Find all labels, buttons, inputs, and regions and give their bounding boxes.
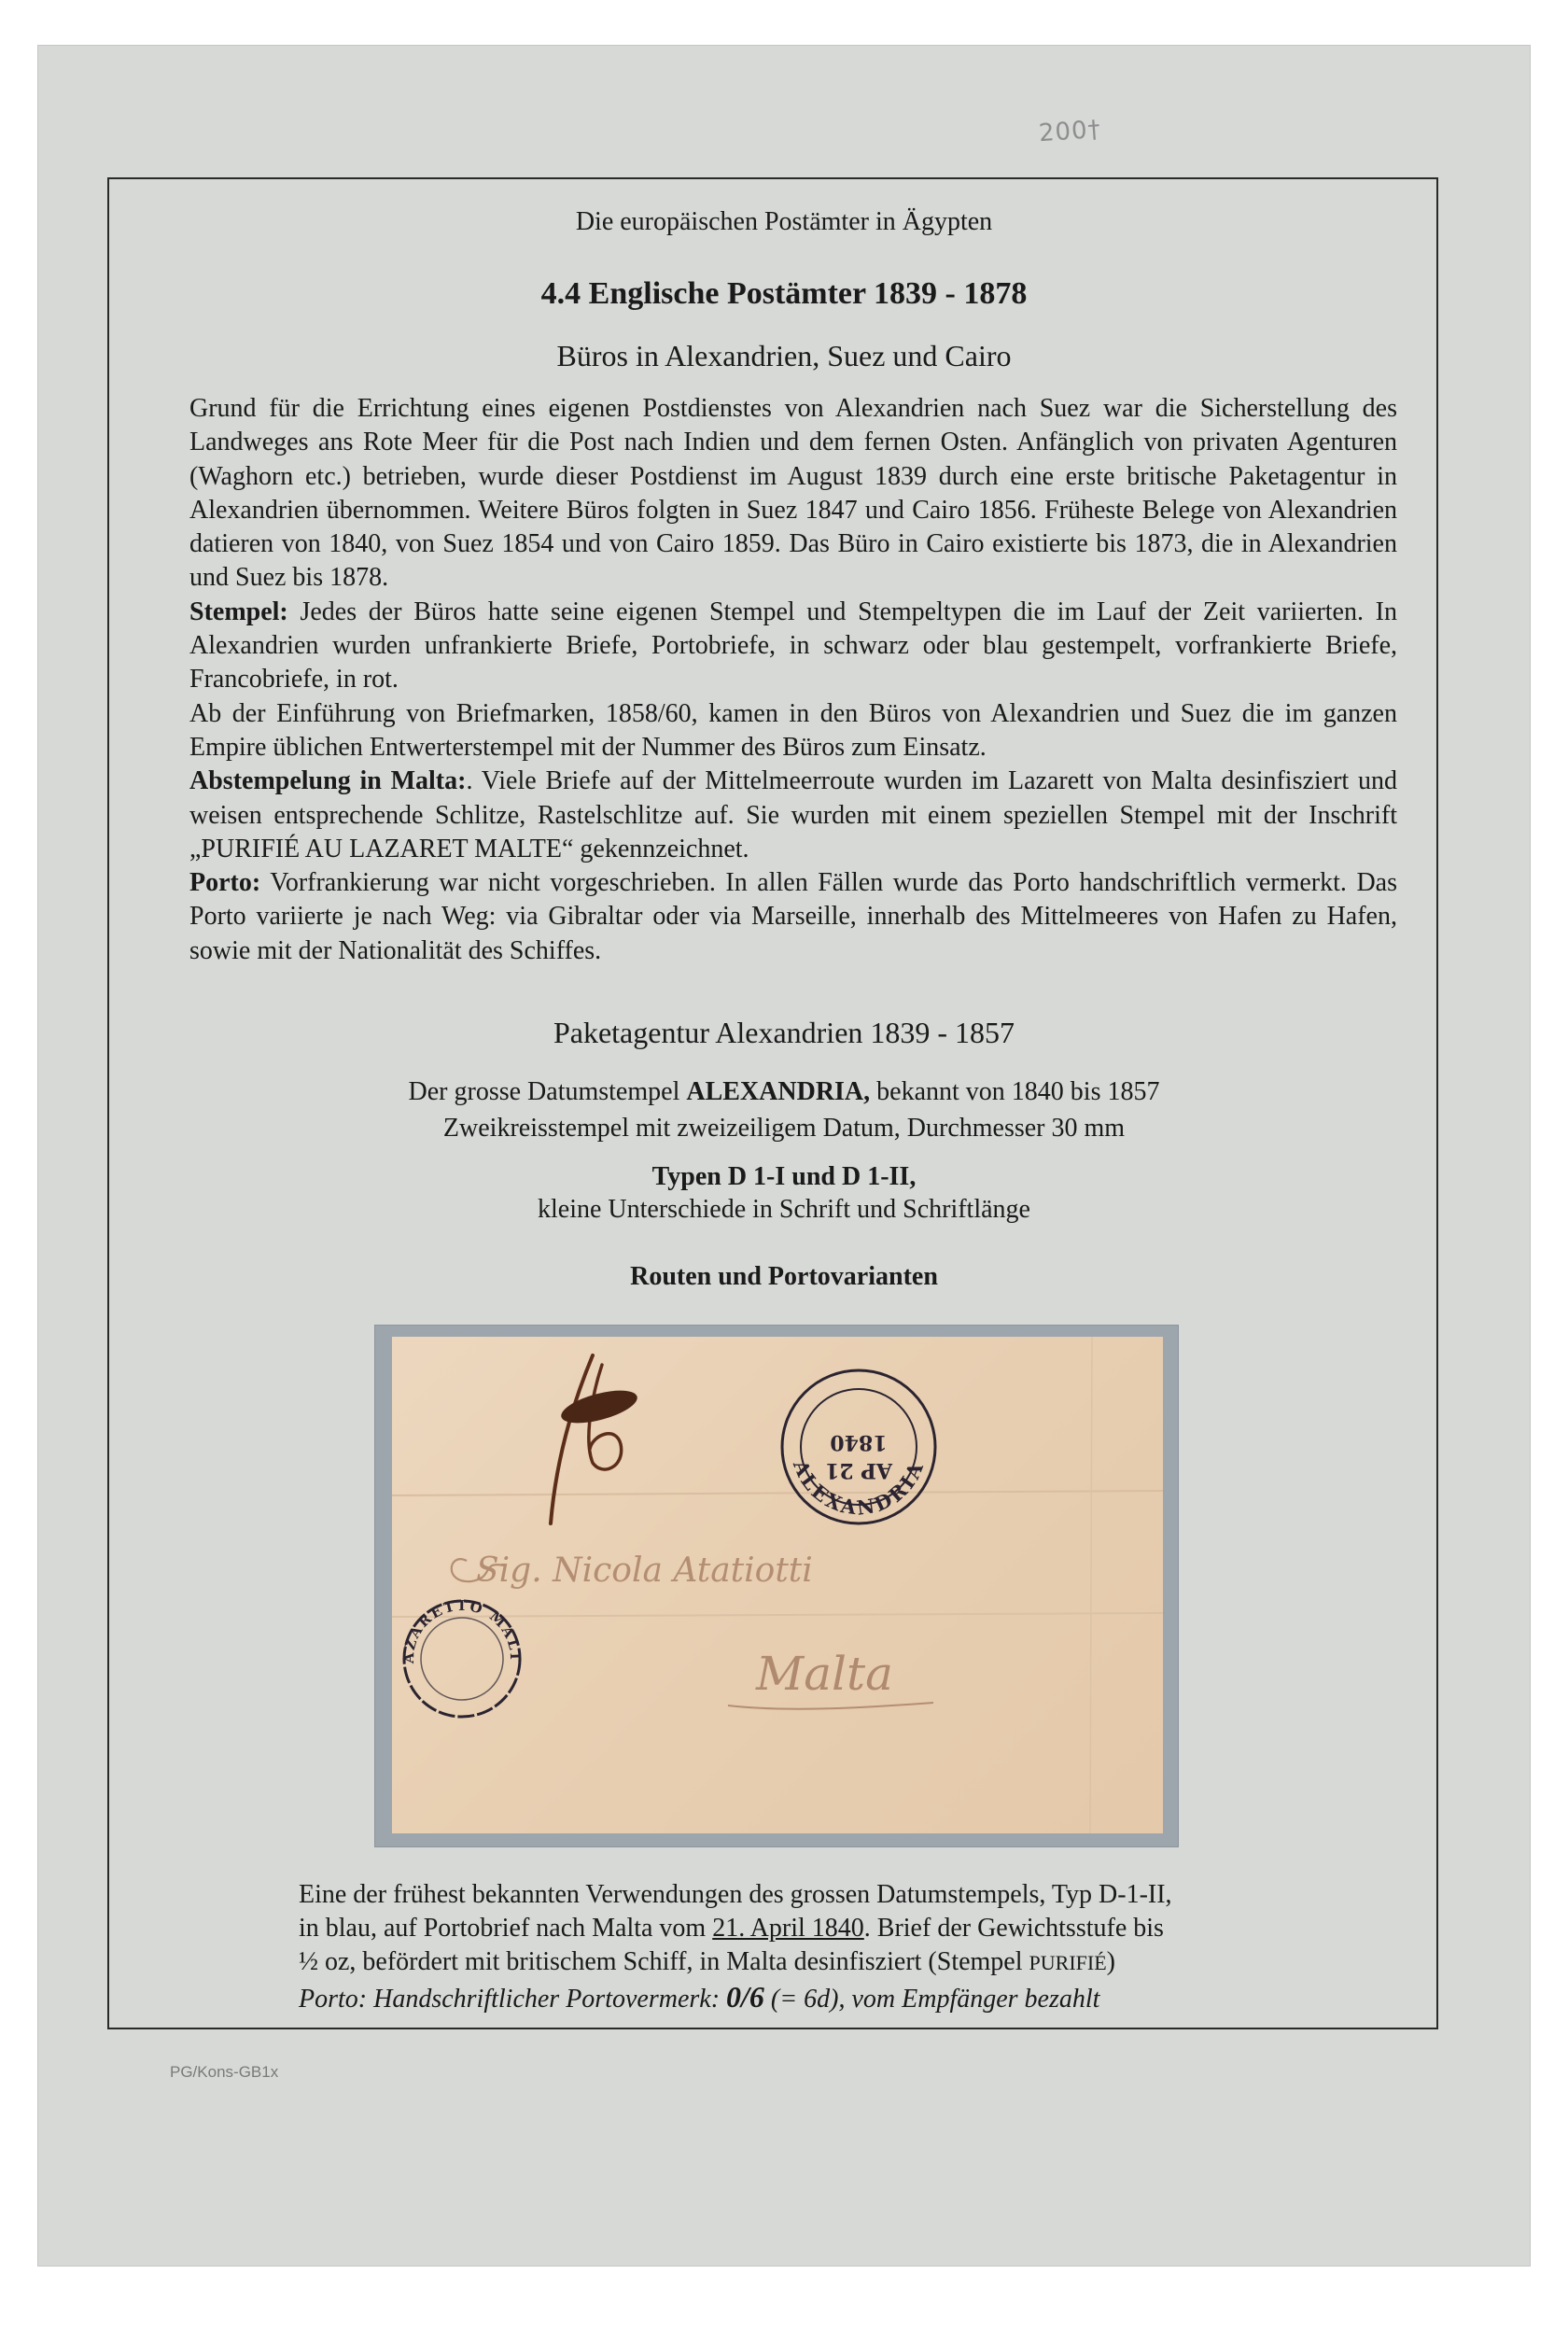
alexandria-datestamp: [782, 1370, 935, 1523]
intro-text: [189, 392, 1397, 968]
section-line-types: Typen D 1-I und D 1-II,: [651, 1162, 917, 1191]
section-line1-bold: ALEXANDRIA,: [686, 1077, 871, 1106]
section-line-differences: kleine Unterschiede in Schrift und Schriftlänge: [538, 1195, 1030, 1224]
caption-line-1: Eine der frühest bekannten Verwendungen des grossen Datumstempels, Typ D-1-II,: [299, 1880, 1172, 1909]
caption-line3-post: ): [1106, 1947, 1115, 1976]
rate-mark: [541, 1355, 640, 1537]
addressee-script: [452, 1551, 813, 1590]
pencil-price-note: 200†: [1038, 115, 1102, 148]
destination-script: [728, 1647, 933, 1709]
label-porto: Porto:: [189, 868, 261, 898]
destination-name: Malta: [756, 1647, 893, 1701]
page-title: 4.4 Englische Postämter 1839 - 1878: [540, 276, 1028, 311]
malta-lazaretto-stamp: [400, 1597, 524, 1717]
postal-cover: [392, 1337, 1163, 1833]
stamp-date-year: 1840: [830, 1430, 888, 1454]
section-line-datumstempel: [0, 1077, 1568, 1107]
fold-line: [392, 1613, 1163, 1617]
cover-caption: [299, 1878, 1288, 2016]
svg-text:LAZARETTO MALTA: [400, 1597, 524, 1664]
fold-line: [392, 1491, 1163, 1495]
routes-heading: Routen und Portovarianten: [630, 1262, 938, 1291]
stamp-date-day: AP 21: [825, 1458, 892, 1482]
section-line1-post: bekannt von 1840 bis 1857: [870, 1077, 1160, 1106]
lazaretto-stamp-text: LAZARETTO MALTA: [399, 1596, 525, 1664]
caption-line2-pre: in blau, auf Portobrief nach Malta vom: [299, 1914, 713, 1943]
caption-line2-post: . Brief der Gewichtsstufe bis: [863, 1914, 1164, 1943]
caption-porto-equiv: (= 6d): [763, 1985, 839, 2014]
caption-porto-label: Porto: Handschriftlicher Portovermerk:: [299, 1985, 727, 2014]
page-subtitle: Büros in Alexandrien, Suez und Cairo: [556, 339, 1012, 372]
label-malta: Abstempelung in Malta:: [189, 766, 467, 796]
caption-line-4: [299, 1980, 1288, 2016]
section-line1-pre: Der grosse Datumstempel: [408, 1077, 687, 1106]
text-stempel: Jedes der Büros hatte seine eigenen Stempel und Stempeltypen die im Lauf der Zeit variierten. In Alexandrien wurden unfrankierte Briefe, Portobriefe, in schwarz oder blau gestempelt, vorfrankierte Briefe, Francobriefe, in rot.: [189, 597, 1397, 695]
caption-line3-pre: ½ oz, befördert mit britischem Schiff, in Malta desinfisziert (Stempel: [299, 1947, 1029, 1976]
label-stempel: Stempel:: [189, 597, 288, 626]
caption-porto-value: 0/6: [726, 1980, 764, 2014]
section-line-description: Zweikreisstempel mit zweizeiligem Datum, Durchmesser 30 mm: [442, 1114, 1126, 1143]
addressee-name: Sig. Nicola Atatiotti: [476, 1551, 813, 1590]
stamp-town-name: ALEXANDRIA: [788, 1456, 930, 1520]
text-malta: . Viele Briefe auf der Mittelmeerroute wurden im Lazarett von Malta desinfisziert und weisen entsprechende Schlitze, Rastelschlitze auf. Sie wurden mit einem speziellen Stempel mit der Inschrift „PURIFIÉ AU LAZARET MALTE“ gekennzeichnet.: [189, 766, 1397, 863]
caption-date: 21. April 1840: [712, 1914, 864, 1943]
paragraph-porto: [189, 866, 1397, 968]
fold-line: [1090, 1337, 1092, 1833]
section-title: Paketagentur Alexandrien 1839 - 1857: [553, 1016, 1015, 1049]
paragraph-stempel: [189, 596, 1397, 697]
paragraph-briefmarken: Ab der Einführung von Briefmarken, 1858/60, kamen in den Büros von Alexandrien und Suez die im ganzen Empire üblichen Entwerterstempel mit der Nummer des Büros zum Einsatz.: [189, 698, 1397, 762]
caption-purifie: PURIFIÉ: [1029, 1951, 1107, 1974]
cover-artwork: [392, 1337, 1163, 1833]
paragraph-malta: [189, 765, 1397, 866]
page-header: Die europäischen Postämter in Ägypten: [575, 207, 993, 236]
caption-line-3: [299, 1945, 1288, 1980]
sheet-reference: PG/Kons-GB1x: [170, 2063, 279, 2081]
paragraph-history: Grund für die Errichtung eines eigenen Postdienstes von Alexandrien nach Suez war die Sicherstellung des Landweges ans Rote Meer für die Post nach Indien und dem fernen Osten. Anfänglich von privaten Agenturen (Waghorn etc.) betrieben, wurde dieser Postdienst im August 1839 durch eine erste britische Paketagentur in Alexandrien übernommen. Weitere Büros folgten in Suez 1847 und Cairo 1856. Früheste Belege von Alexandrien datieren von 1840, von Suez 1854 und von Cairo 1859. Das Büro in Cairo existierte bis 1873, die in Alexandrien und Suez bis 1878.: [189, 394, 1397, 593]
caption-line-2: [299, 1912, 1288, 1945]
text-porto: Vorfrankierung war nicht vorgeschrieben. In allen Fällen wurde das Porto handschriftlich vermerkt. Das Porto variierte je nach Weg: via Gibraltar oder via Marseille, innerhalb des Mittelmeeres von Hafen zu Hafen, sowie mit der Nationalität des Schiffes.: [189, 868, 1397, 965]
caption-porto-paid: , vom Empfänger bezahlt: [838, 1985, 1100, 2014]
